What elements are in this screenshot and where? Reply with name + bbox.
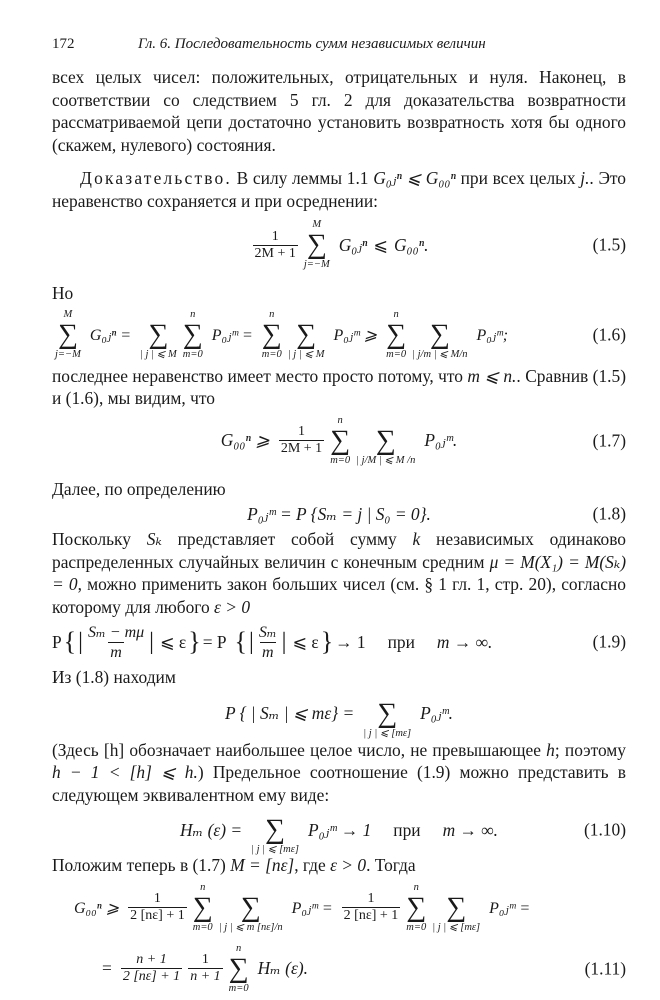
equation-1-9: P { | $\frac{\text{Sₘ − mμ}}{m}$ | ⩽ ε } = P { | $\frac{\text{Sₘ}}{m}$ | ⩽ ε } → 1 при m → ∞. (1.9) xyxy=(52,623,626,661)
equation-1-11-line1: G₀₀ⁿ ⩾ $\frac{1}{2 [n\varepsilon] + 1}$ n ∑ m=0 ∑ | j | ⩽ m [nε]/n P₀ⱼᵐ = $\frac{1}{2 [n\varepsilon] + 1}$ n ∑ m=0 ∑ | j | ⩽ [mε] P₀ⱼᵐ = xyxy=(74,881,531,933)
page-number: 172 xyxy=(52,36,75,52)
paragraph-intro: всех целых чисел: положительных, отрицательных и нуля. Наконец, в соответствии со следствием 5 гл. 2 для доказательства возвратности рассматриваемой цепи достаточно установить возвратность хотя бы одного (скажем, нулевого) состояния. xyxy=(52,67,626,155)
equation-1-5: $\frac{1}{2M + 1}$ M ∑ j=−M G₀ⱼⁿ ⩽ G₀₀ⁿ. (1.5) xyxy=(254,219,626,270)
equation-number: (1.6) xyxy=(592,324,626,344)
equation-number: (1.8) xyxy=(592,503,626,524)
equation-number: (1.5) xyxy=(592,234,626,255)
running-title: Гл. 6. Последовательность сумм независимых величин xyxy=(138,36,486,52)
equation-number: (1.10) xyxy=(583,819,626,840)
equation-number: (1.7) xyxy=(592,430,626,450)
proof-label: Доказательство. xyxy=(80,168,232,188)
paragraph-lln: Поскольку Sₖ представляет собой сумму k независимых одинаково распределенных случайных величин с конечным средним μ = M(X₁) = M(Sₖ) = 0, можно применить закон больших чисел (см. § 1 гл. 1, стр. 20), согласно которому для любого ε > 0 xyxy=(52,529,627,617)
paragraph-definition: Далее, по определению xyxy=(52,478,226,499)
paragraph-floor: (Здесь [h] обозначает наибольшее целое число, не превышающее h; поэтому h − 1 < [h] ⩽ h.) Предельное соотношение (1.9) можно представить в следующем эквивалентном ему виде: xyxy=(52,739,627,805)
paragraph-from-18: Из (1.8) находим xyxy=(52,667,176,687)
paragraph-set-M: Положим теперь в (1.7) M = [nε], где ε > 0. Тогда xyxy=(52,855,416,875)
equation-unnumbered: P { | Sₘ | ⩽ mε} = ∑ | j | ⩽ [mε] P₀ⱼᵐ. xyxy=(224,697,454,739)
paragraph-proof: Доказательство. В силу леммы 1.1 G₀ⱼⁿ ⩽ G₀₀ⁿ при всех целых j.. Это неравенство сохраняется и при осреднении: xyxy=(52,168,626,211)
page-header xyxy=(52,30,626,58)
inline-lemma-ineq: G₀ⱼⁿ ⩽ G₀₀ⁿ xyxy=(373,168,456,188)
equation-1-10: Hₘ (ε) = ∑ | j | ⩽ [mε] P₀ⱼᵐ → 1 при m → ∞. (1.10) xyxy=(180,814,626,855)
sum-symbol: M ∑ j=−M xyxy=(303,219,330,270)
equation-1-8: P₀ⱼᵐ = P {Sₘ = j | S₀ = 0}. (1.8) xyxy=(247,503,626,524)
equation-number: (1.9) xyxy=(592,631,626,652)
equation-1-11-line2: = $\frac{n + 1}{2 [n\varepsilon] + 1}$ $\frac{1}{n + 1}$ n ∑ m=0 Hₘ (ε). (1.11) xyxy=(102,942,626,994)
paragraph-no: Но xyxy=(52,283,74,303)
equation-1-7: G₀₀ⁿ ⩾ $\frac{1}{2M + 1}$ n ∑ m=0 ∑ | j/M | ⩽ M /n P₀ⱼᵐ. (1.7) xyxy=(220,414,626,466)
equation-1-6: M ∑ j=−M G₀ⱼⁿ = ∑ | j | ⩽ M n ∑ m=0 P₀ⱼᵐ = n ∑ m=0 ∑ | j | ⩽ M P₀ⱼᵐ ⩾ n ∑ m=0 ∑ | j/m | ⩽ M/n P₀ⱼᵐ; (1.6) xyxy=(55,308,626,360)
equation-number: (1.11) xyxy=(584,958,626,978)
paragraph-reason: последнее неравенство имеет место просто потому, что m ⩽ n.. Сравнив (1.5) и (1.6), мы видим, что xyxy=(52,365,626,408)
book-page xyxy=(52,30,626,999)
